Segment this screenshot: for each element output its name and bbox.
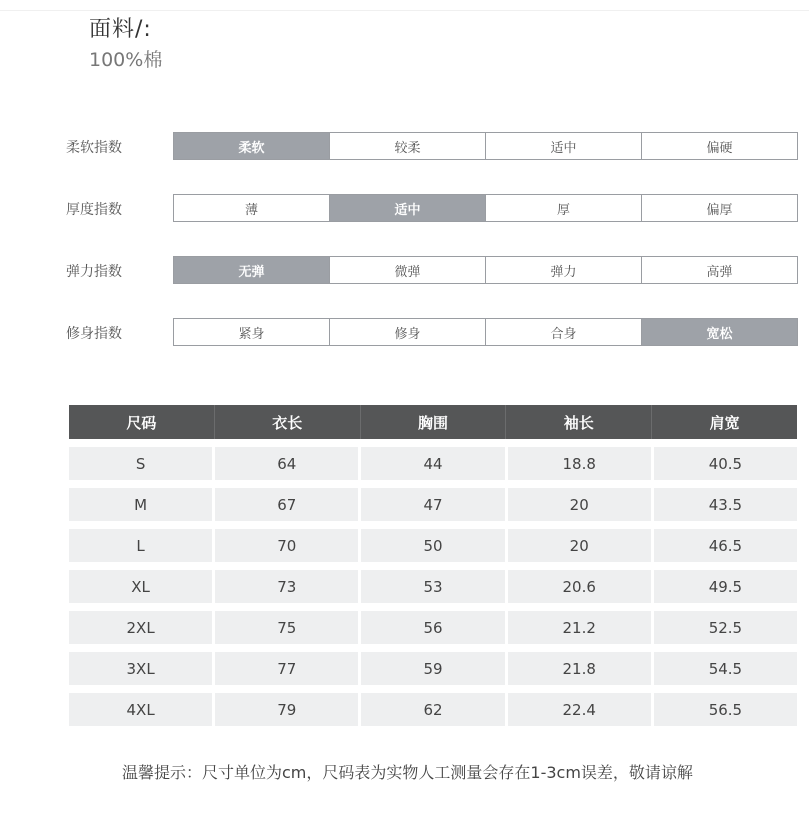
table-cell: S — [135, 454, 146, 473]
size-table — [69, 405, 797, 726]
index-scale — [173, 194, 798, 222]
index-option: 较柔 — [329, 133, 485, 159]
table-header — [69, 405, 797, 439]
table-cell: 53 — [358, 570, 504, 603]
table-cell: 79 — [212, 693, 358, 726]
table-cell: 70 — [212, 529, 358, 562]
table-cell: 20 — [505, 488, 651, 521]
table-cell: 22.4 — [505, 693, 651, 726]
table-cell: 46.5 — [651, 529, 797, 562]
index-scale — [173, 132, 798, 160]
table-row — [69, 529, 797, 562]
table-cell: 59 — [358, 652, 504, 685]
table-cell: 56 — [358, 611, 504, 644]
index-option: 厚 — [485, 195, 641, 221]
index-option: 微弹 — [329, 257, 485, 283]
table-cell: 40.5 — [651, 447, 797, 480]
index-label: 柔软指数 — [66, 140, 122, 156]
index-row-thickness — [0, 194, 809, 222]
table-cell: 54.5 — [651, 652, 797, 685]
index-scale — [173, 256, 798, 284]
column-header: 尺码 — [126, 413, 157, 432]
index-option: 柔软 — [174, 133, 329, 159]
table-row — [69, 447, 797, 480]
table-row — [69, 652, 797, 685]
column-header: 袖长 — [505, 405, 651, 439]
table-cell: 18.8 — [505, 447, 651, 480]
table-row — [69, 488, 797, 521]
index-row-elasticity — [0, 256, 809, 284]
index-scale — [173, 318, 798, 346]
table-cell: 20 — [505, 529, 651, 562]
table-cell: 21.8 — [505, 652, 651, 685]
fabric-title: 面料/: — [89, 17, 152, 42]
table-cell: L — [136, 536, 145, 555]
table-cell: 64 — [212, 447, 358, 480]
fabric-value: 100%棉 — [89, 49, 163, 71]
column-header: 肩宽 — [651, 405, 797, 439]
index-option: 弹力 — [485, 257, 641, 283]
index-option: 适中 — [329, 195, 485, 221]
index-label: 弹力指数 — [66, 264, 122, 280]
index-option: 薄 — [174, 195, 329, 221]
index-option: 无弹 — [174, 257, 329, 283]
table-cell: M — [134, 495, 148, 514]
index-option: 合身 — [485, 319, 641, 345]
table-cell: 77 — [212, 652, 358, 685]
table-cell: 43.5 — [651, 488, 797, 521]
table-cell: 52.5 — [651, 611, 797, 644]
column-header: 胸围 — [360, 405, 506, 439]
table-cell: 56.5 — [651, 693, 797, 726]
index-label: 修身指数 — [66, 326, 122, 342]
table-cell: 4XL — [126, 700, 155, 719]
index-option: 偏厚 — [641, 195, 797, 221]
table-cell: 62 — [358, 693, 504, 726]
table-cell: 50 — [358, 529, 504, 562]
table-cell: 75 — [212, 611, 358, 644]
column-header: 衣长 — [214, 405, 360, 439]
table-cell: 49.5 — [651, 570, 797, 603]
table-cell: 2XL — [126, 618, 155, 637]
table-cell: XL — [131, 577, 150, 596]
table-row — [69, 611, 797, 644]
table-cell: 73 — [212, 570, 358, 603]
index-option: 高弹 — [641, 257, 797, 283]
size-note: 温馨提示：尺寸单位为cm，尺码表为实物人工测量会存在1-3cm误差，敬请谅解 — [122, 763, 693, 782]
table-cell: 44 — [358, 447, 504, 480]
table-cell: 20.6 — [505, 570, 651, 603]
index-row-softness — [0, 132, 809, 160]
index-row-fit — [0, 318, 809, 346]
table-row — [69, 570, 797, 603]
table-cell: 21.2 — [505, 611, 651, 644]
table-row — [69, 693, 797, 726]
index-option: 紧身 — [174, 319, 329, 345]
index-option: 修身 — [329, 319, 485, 345]
index-label: 厚度指数 — [66, 202, 122, 218]
index-option: 偏硬 — [641, 133, 797, 159]
table-cell: 67 — [212, 488, 358, 521]
top-divider — [0, 10, 809, 11]
index-option: 适中 — [485, 133, 641, 159]
table-cell: 47 — [358, 488, 504, 521]
table-cell: 3XL — [126, 659, 155, 678]
index-option: 宽松 — [641, 319, 797, 345]
